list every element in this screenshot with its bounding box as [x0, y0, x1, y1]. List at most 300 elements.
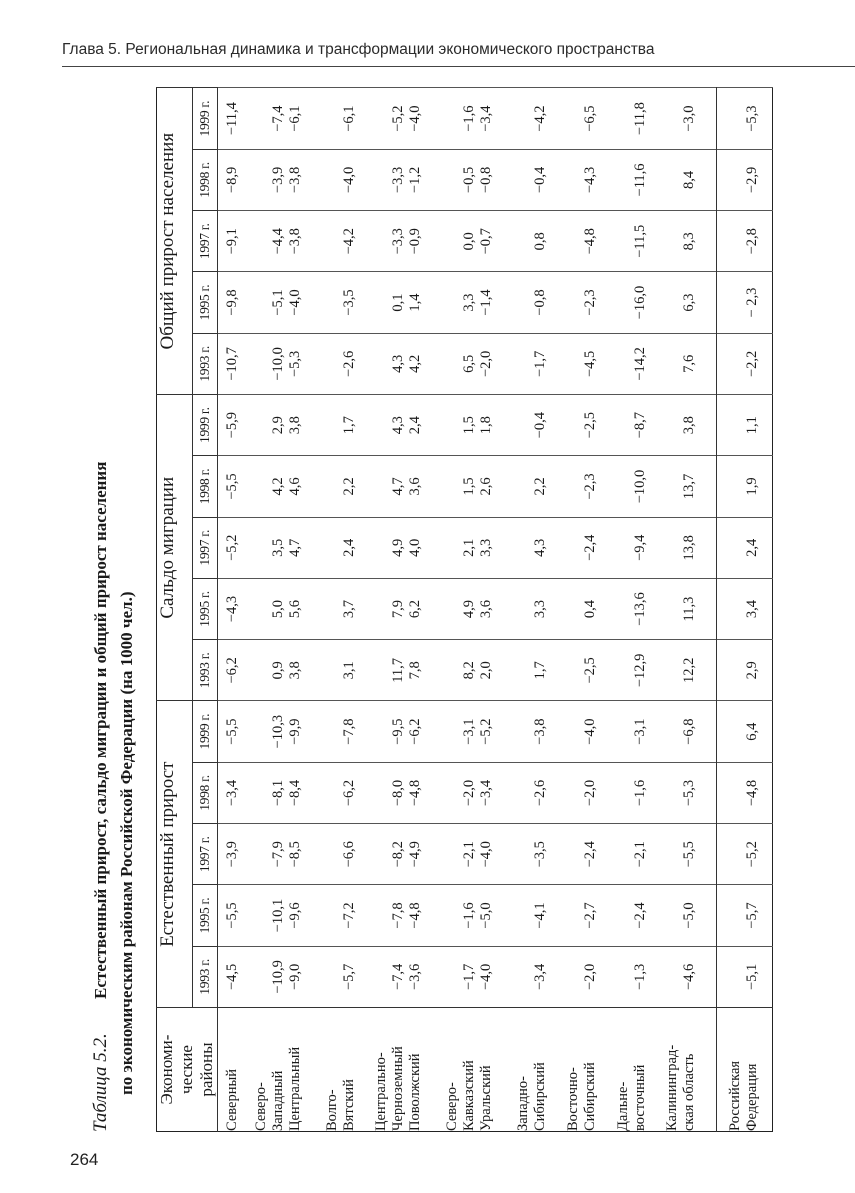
value-cell — [658, 333, 708, 394]
value-line: 6,3 — [681, 293, 698, 312]
value-line: 1,8 — [478, 416, 495, 435]
value-line — [615, 456, 632, 516]
value-line: −4,1 — [532, 902, 549, 929]
value-cell — [717, 88, 773, 149]
value-line — [373, 640, 390, 700]
value-line — [253, 763, 270, 823]
separator-cell — [708, 1008, 717, 1132]
value-cell — [218, 272, 247, 333]
value-cell — [609, 701, 659, 762]
value-cell — [559, 824, 609, 885]
value-line — [615, 885, 632, 945]
value-line: −14,2 — [631, 347, 648, 381]
value-line: 2,2 — [532, 477, 549, 496]
value-line: −3,3 — [390, 228, 407, 255]
region-name-line: Западный — [269, 1070, 286, 1131]
value-cell — [247, 88, 318, 149]
value-line — [324, 334, 341, 394]
value-cell — [717, 946, 773, 1007]
region-name — [658, 1008, 708, 1132]
value-line: 3,8 — [286, 661, 303, 680]
value-cell — [717, 824, 773, 885]
region-name-line: Уральский — [478, 1065, 495, 1131]
table-row — [609, 88, 659, 1132]
value-line: −3,8 — [532, 718, 549, 745]
value-line: −7,8 — [390, 902, 407, 929]
table-row — [438, 88, 509, 1132]
value-line: 1,4 — [407, 293, 424, 312]
value-line: −1,3 — [631, 963, 648, 991]
value-line — [324, 885, 341, 945]
running-head: Глава 5. Региональная динамика и трансформации экономического пространства — [62, 41, 655, 58]
value-line — [615, 395, 632, 455]
value-line: −3,1 — [631, 718, 648, 745]
value-cell — [318, 456, 368, 517]
value-cell — [717, 149, 773, 210]
region-name — [218, 1008, 247, 1132]
value-line: −2,3 — [581, 289, 598, 316]
value-line — [324, 579, 341, 639]
value-line — [727, 88, 744, 148]
value-line: −10,0 — [269, 347, 286, 381]
value-line: −4,2 — [532, 105, 549, 132]
separator-cell — [708, 88, 717, 149]
value-line: −6,8 — [681, 718, 698, 745]
value-cell — [438, 394, 509, 455]
region-header-line: районы — [197, 1042, 216, 1097]
value-cell — [609, 762, 659, 823]
value-line: −8,7 — [631, 412, 648, 439]
table-row — [218, 88, 247, 1132]
region-name-line: Центральный — [286, 1046, 303, 1131]
value-cell — [509, 88, 559, 149]
value-line — [664, 395, 681, 455]
value-line — [373, 518, 390, 578]
value-line: −3,6 — [407, 963, 424, 991]
separator-cell — [708, 640, 717, 701]
value-line: −5,3 — [286, 350, 303, 377]
year-header: 1993 г. — [193, 333, 218, 394]
value-cell — [438, 578, 509, 639]
value-line: −2,4 — [631, 902, 648, 929]
value-cell — [318, 394, 368, 455]
value-cell — [318, 211, 368, 272]
value-cell — [509, 640, 559, 701]
table-row — [318, 88, 368, 1132]
value-line: −5,3 — [681, 779, 698, 807]
value-cell — [367, 149, 438, 210]
value-line: −2,8 — [744, 228, 761, 255]
table-row — [367, 88, 438, 1132]
value-line: 3,8 — [286, 416, 303, 435]
value-line — [444, 150, 461, 210]
value-cell — [609, 394, 659, 455]
region-name — [559, 1008, 609, 1132]
value-line — [444, 334, 461, 394]
table-row — [559, 88, 609, 1132]
value-line: 3,8 — [681, 416, 698, 435]
value-cell — [247, 149, 318, 210]
value-line: −4,0 — [286, 289, 303, 316]
value-cell — [658, 946, 708, 1007]
value-line — [253, 88, 270, 148]
value-cell — [509, 272, 559, 333]
value-cell — [247, 946, 318, 1007]
value-line: −9,1 — [224, 228, 240, 255]
value-line: 6,2 — [407, 600, 424, 619]
value-line: 0,8 — [532, 232, 549, 251]
value-line — [324, 947, 341, 1007]
value-line: −5,5 — [224, 718, 240, 745]
value-cell — [318, 88, 368, 149]
value-line — [253, 272, 270, 332]
value-cell — [218, 517, 247, 578]
region-name-line: Сибирский — [532, 1062, 549, 1131]
value-line: 11,7 — [390, 657, 407, 683]
value-line: −4,4 — [269, 228, 286, 255]
value-line: −4,9 — [407, 841, 424, 868]
value-cell — [658, 640, 708, 701]
group-header-natural: Естественный прирост — [157, 701, 193, 1008]
year-header: 1997 г. — [193, 517, 218, 578]
rotated-table-block — [86, 82, 766, 1132]
value-line: 3,1 — [340, 661, 357, 680]
value-cell — [438, 762, 509, 823]
value-line — [324, 211, 341, 271]
value-line: −2,1 — [631, 841, 648, 868]
value-line: −4,3 — [581, 166, 598, 194]
separator-cell — [708, 211, 717, 272]
region-name-line: Северный — [224, 1069, 240, 1131]
value-line: −5,7 — [340, 963, 357, 991]
value-line: −8,5 — [286, 841, 303, 868]
value-line — [253, 518, 270, 578]
value-cell — [218, 701, 247, 762]
value-line: 1,1 — [744, 416, 761, 435]
value-line — [727, 150, 744, 210]
value-line — [615, 763, 632, 823]
value-line: 3,7 — [340, 600, 357, 619]
value-line: −1,6 — [461, 902, 478, 929]
value-line — [565, 885, 582, 945]
value-line: −4,6 — [681, 963, 698, 991]
value-line: 2,4 — [744, 538, 761, 557]
separator-cell — [708, 272, 717, 333]
value-line — [565, 456, 582, 516]
region-name — [609, 1008, 659, 1132]
separator-cell — [708, 149, 717, 210]
value-line: −3,8 — [286, 166, 303, 194]
value-line: −7,8 — [340, 718, 357, 745]
value-line — [727, 640, 744, 700]
separator-cell — [708, 394, 717, 455]
value-line: 2,0 — [478, 661, 495, 680]
value-line: 8,3 — [681, 232, 698, 251]
value-cell — [367, 394, 438, 455]
value-cell — [247, 578, 318, 639]
value-cell — [559, 456, 609, 517]
value-cell — [218, 946, 247, 1007]
value-line — [515, 947, 532, 1007]
value-line — [515, 395, 532, 455]
value-line — [253, 334, 270, 394]
value-cell — [318, 824, 368, 885]
value-cell — [509, 701, 559, 762]
value-line: −5,5 — [224, 902, 240, 929]
value-line: −7,9 — [269, 841, 286, 868]
value-line — [727, 211, 744, 271]
value-line: 3,5 — [269, 538, 286, 557]
value-line: −5,0 — [681, 902, 698, 929]
value-line: −11,8 — [631, 102, 648, 136]
value-line: −1,6 — [461, 105, 478, 132]
value-line: 2,4 — [340, 538, 357, 557]
value-line — [727, 395, 744, 455]
value-cell — [247, 272, 318, 333]
value-cell — [717, 456, 773, 517]
value-line: 4,0 — [407, 538, 424, 557]
value-line — [324, 456, 341, 516]
region-name-line: Российская — [727, 1060, 744, 1131]
value-cell — [438, 88, 509, 149]
region-name-line: ская область — [681, 1053, 698, 1131]
value-cell — [367, 211, 438, 272]
value-line — [515, 456, 532, 516]
value-line: −16,0 — [631, 285, 648, 320]
value-cell — [658, 149, 708, 210]
value-line: −5,2 — [390, 105, 407, 132]
value-cell — [717, 394, 773, 455]
value-cell — [658, 517, 708, 578]
value-line: −3,9 — [224, 841, 240, 868]
value-cell — [438, 149, 509, 210]
value-line: −4,8 — [581, 228, 598, 255]
value-cell — [438, 333, 509, 394]
value-cell — [717, 272, 773, 333]
value-cell — [367, 578, 438, 639]
value-line — [664, 579, 681, 639]
value-cell — [559, 578, 609, 639]
value-line — [515, 334, 532, 394]
value-line: 2,9 — [269, 416, 286, 435]
value-cell — [247, 394, 318, 455]
value-cell — [438, 517, 509, 578]
value-cell — [218, 394, 247, 455]
value-line — [253, 947, 270, 1007]
value-line: −3,0 — [681, 105, 698, 132]
value-line — [664, 456, 681, 516]
value-line: 4,3 — [390, 416, 407, 435]
separator-row — [708, 88, 717, 1132]
value-line — [664, 702, 681, 762]
value-line — [727, 272, 744, 332]
value-cell — [658, 701, 708, 762]
value-line: −2,5 — [581, 657, 598, 684]
value-line: −3,3 — [390, 166, 407, 194]
value-line: −7,4 — [269, 105, 286, 132]
value-line: −3,5 — [532, 841, 549, 868]
value-line — [664, 640, 681, 700]
value-cell — [609, 149, 659, 210]
region-name — [717, 1008, 773, 1132]
value-line: −2,7 — [581, 902, 598, 929]
value-line — [444, 885, 461, 945]
header-rule — [62, 66, 855, 67]
value-cell — [658, 394, 708, 455]
value-line: −5,5 — [681, 841, 698, 868]
value-line — [615, 947, 632, 1007]
value-line: −3,4 — [224, 779, 240, 807]
value-line: −3,4 — [532, 963, 549, 991]
value-cell — [318, 946, 368, 1007]
region-name-line: Федерация — [744, 1063, 761, 1131]
value-cell — [609, 824, 659, 885]
value-cell — [367, 946, 438, 1007]
value-line: −4,8 — [744, 779, 761, 807]
value-line — [565, 947, 582, 1007]
value-line: −4,0 — [340, 166, 357, 194]
value-cell — [367, 456, 438, 517]
region-name-line: Западно- — [515, 1076, 532, 1131]
value-line: 3,6 — [407, 477, 424, 496]
value-cell — [717, 333, 773, 394]
value-line — [615, 88, 632, 148]
value-line: 4,2 — [407, 354, 424, 373]
value-cell — [318, 885, 368, 946]
value-line — [664, 947, 681, 1007]
value-cell — [367, 272, 438, 333]
region-name-line: Восточно- — [564, 1067, 581, 1131]
region-name — [438, 1008, 509, 1132]
group-header-migration: Сальдо миграции — [157, 394, 193, 701]
value-line: −0,4 — [532, 412, 549, 439]
table-title-line2: по экономическим районам Российской Федерации (на 1000 чел.) — [117, 591, 136, 1095]
value-line: −1,4 — [478, 289, 495, 316]
value-line — [515, 272, 532, 332]
value-line: 2,2 — [340, 477, 357, 496]
value-line — [615, 334, 632, 394]
value-line: 2,4 — [407, 416, 424, 435]
value-cell — [658, 762, 708, 823]
value-line — [727, 885, 744, 945]
value-line: −8,9 — [224, 166, 240, 194]
value-line: −10,3 — [269, 714, 286, 749]
value-cell — [658, 456, 708, 517]
value-line: 6,4 — [744, 722, 761, 741]
value-line — [444, 395, 461, 455]
year-header: 1998 г. — [193, 762, 218, 823]
value-line — [373, 579, 390, 639]
value-line — [664, 211, 681, 271]
region-name-line: Поволжский — [407, 1053, 424, 1131]
value-line: 4,3 — [390, 354, 407, 373]
value-line: −0,5 — [461, 166, 478, 194]
value-cell — [247, 211, 318, 272]
value-line: −5,3 — [744, 105, 761, 132]
value-line: −6,2 — [407, 718, 424, 745]
value-cell — [609, 456, 659, 517]
value-line: 6,5 — [461, 354, 478, 373]
value-cell — [559, 272, 609, 333]
region-name-line: Волго- — [323, 1089, 340, 1131]
separator-cell — [708, 885, 717, 946]
value-line: 0,9 — [269, 661, 286, 680]
value-line — [444, 518, 461, 578]
value-line: −7,4 — [390, 963, 407, 991]
value-cell — [247, 824, 318, 885]
value-line: −4,5 — [581, 350, 598, 377]
value-line: −1,7 — [461, 963, 478, 991]
value-line: 4,7 — [390, 477, 407, 496]
value-line — [565, 395, 582, 455]
value-line — [515, 824, 532, 884]
value-line — [727, 947, 744, 1007]
value-cell — [509, 394, 559, 455]
value-line — [253, 456, 270, 516]
value-line: −5,7 — [744, 902, 761, 929]
region-name-line: Кавказский — [461, 1060, 478, 1131]
value-cell — [247, 762, 318, 823]
value-cell — [559, 762, 609, 823]
value-line: 3,3 — [532, 600, 549, 619]
value-line: −8,1 — [269, 779, 286, 807]
value-cell — [609, 272, 659, 333]
value-line — [444, 211, 461, 271]
value-line: −5,9 — [224, 412, 240, 439]
value-line — [373, 395, 390, 455]
value-line: −9,8 — [224, 289, 240, 316]
value-line — [615, 824, 632, 884]
separator-cell — [708, 762, 717, 823]
value-cell — [717, 211, 773, 272]
value-cell — [609, 885, 659, 946]
year-header: 1999 г. — [193, 701, 218, 762]
value-line: −4,8 — [407, 902, 424, 929]
value-line — [373, 272, 390, 332]
value-line — [444, 947, 461, 1007]
value-line — [515, 150, 532, 210]
value-cell — [438, 456, 509, 517]
value-line — [515, 702, 532, 762]
value-line — [444, 702, 461, 762]
value-line: −4,8 — [407, 779, 424, 807]
value-cell — [218, 824, 247, 885]
value-line: 2,6 — [478, 477, 495, 496]
value-line — [727, 702, 744, 762]
value-cell — [559, 946, 609, 1007]
value-cell — [318, 149, 368, 210]
value-line: −6,2 — [224, 657, 240, 684]
value-line — [444, 456, 461, 516]
value-line: 0,4 — [581, 600, 598, 619]
value-cell — [318, 640, 368, 701]
value-line — [615, 150, 632, 210]
value-line — [615, 702, 632, 762]
value-cell — [609, 946, 659, 1007]
value-line — [565, 88, 582, 148]
value-line — [565, 824, 582, 884]
value-line — [565, 763, 582, 823]
value-line: −9,9 — [286, 718, 303, 745]
value-cell — [559, 701, 609, 762]
value-line: −12,9 — [631, 653, 648, 688]
value-line — [444, 824, 461, 884]
value-line: −4,2 — [340, 228, 357, 255]
value-line — [565, 640, 582, 700]
value-line — [324, 824, 341, 884]
value-line: −0,4 — [532, 166, 549, 194]
value-line: −0,8 — [532, 289, 549, 316]
